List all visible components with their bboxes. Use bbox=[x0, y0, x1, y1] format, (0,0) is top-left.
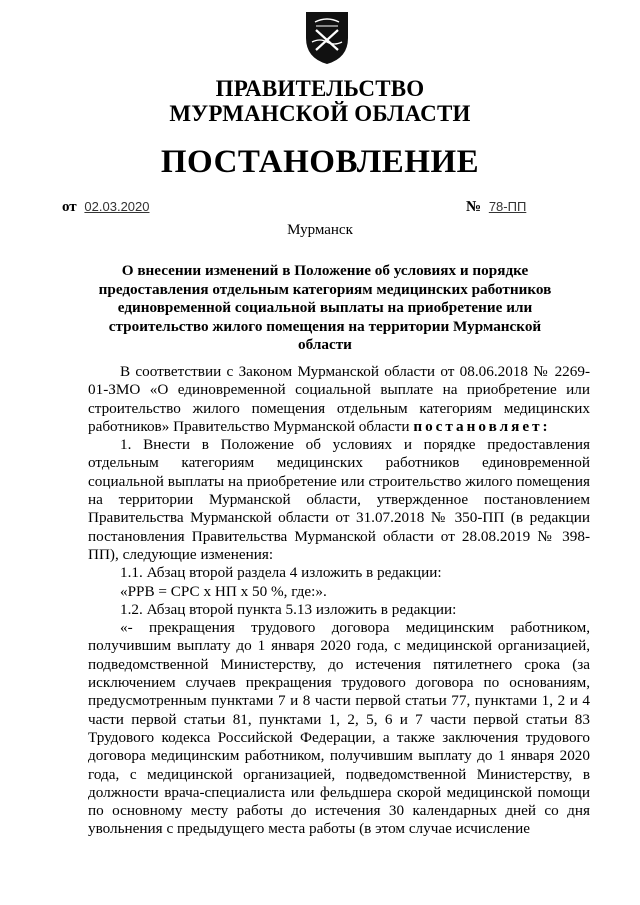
date-value: 02.03.2020 bbox=[84, 199, 150, 214]
date-field bbox=[62, 197, 154, 217]
number-field bbox=[466, 197, 530, 217]
quote-paragraph: «- прекращения трудового договора медицинским работником, получившим выплату до 1 января 2020 года, с медицинской организацией, подведомственной Министерству, до истечения пятилетнего срока (за исключением случаев прекращения трудового договора по основаниям, предусмотренным пунктами 7 и 8 части первой статьи 77, пунктами 1, 2 и 4 части первой статьи 81, пунктами 1, 2, 5, 6 и 7 части первой статьи 83 Трудового кодекса Российской Федерации, а также заключения трудового договора медицинским работником, получившим выплату до 1 января 2020 года, с медицинской организацией, подведомственной Министерству, в должности врача-специалиста или фельдшера скорой медицинской помощи по основному месту работы до истечения 30 календарных дней со дня увольнения с предыдущего места работы (в этом случае исчисление bbox=[88, 619, 590, 838]
document-body bbox=[88, 363, 590, 839]
coat-of-arms-icon bbox=[302, 8, 352, 66]
item-1-1: 1.1. Абзац второй раздела 4 изложить в редакции: bbox=[120, 564, 442, 582]
intro-paragraph bbox=[88, 363, 590, 436]
item-1: 1. Внести в Положение об условиях и порядке предоставления отдельным категориям медицинских работников единовременной социальной выплаты на приобретение или строительство жилого помещения на территории Мурманской области, утвержденное постановлением Правительства Мурманской области от 31.07.2018 № 350-ПП (в редакции постановления Правительства Мурманской области от 28.08.2019 № 398-ПП), следующие изменения: bbox=[88, 436, 590, 563]
document-type: ПОСТАНОВЛЕНИЕ bbox=[160, 144, 480, 180]
government-title-line2: МУРМАНСКОЙ ОБЛАСТИ bbox=[169, 101, 471, 126]
date-label: от bbox=[62, 199, 77, 215]
number-value: 78-ПП bbox=[488, 199, 527, 214]
formula: «РРВ = СРС х НП х 50 %, где:». bbox=[120, 582, 327, 600]
city: Мурманск bbox=[287, 222, 353, 238]
item-1-2: 1.2. Абзац второй пункта 5.13 изложить в редакции: bbox=[120, 600, 457, 618]
intro-text: В соответствии с Законом Мурманской области от 08.06.2018 № 2269-01-ЗМО «О единовременной социальной выплате на приобретение или строительство жилого помещения отдельным категориям медицинских работников» Правительство Мурманской области bbox=[88, 363, 590, 435]
number-label: № bbox=[466, 199, 482, 215]
document-title: О внесении изменений в Положение об условиях и порядке предоставления отдельным категориям медицинских работников единовременной социальной выплаты на приобретение или строительство жилого помещения на территории Мурманской области bbox=[98, 262, 552, 353]
government-title-line1: ПРАВИТЕЛЬСТВО bbox=[215, 76, 425, 101]
resolves-word: постановляет: bbox=[413, 417, 551, 435]
